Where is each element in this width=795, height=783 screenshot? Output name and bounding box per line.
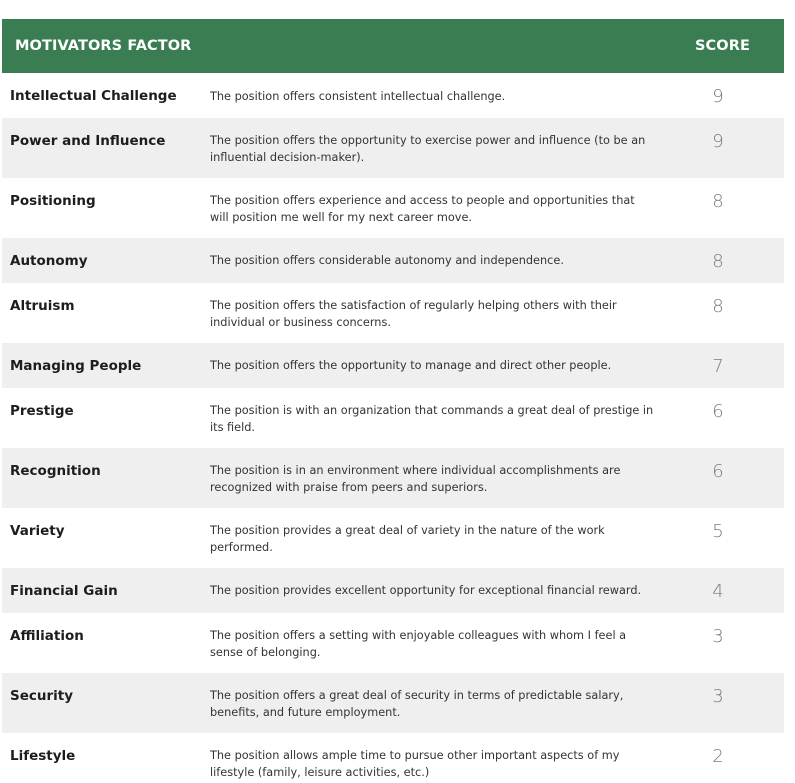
- table-header: [2, 19, 784, 73]
- factor-description: The position allows ample time to pursue other important aspects of my lifestyle (family, leisure activities, etc.): [210, 749, 620, 779]
- factor-score: 3: [712, 626, 724, 647]
- table-row: [2, 343, 784, 388]
- factor-name: Prestige: [10, 403, 74, 419]
- table-row: [2, 388, 784, 448]
- factor-description: The position provides a great deal of variety in the nature of the work performed.: [210, 524, 605, 554]
- factor-description: The position offers a great deal of security in terms of predictable salary, benefits, and future employment.: [210, 689, 624, 719]
- factor-description: The position offers the satisfaction of regularly helping others with their individual or business concerns.: [210, 299, 617, 329]
- table-row: [2, 508, 784, 568]
- factor-name: Affiliation: [10, 628, 84, 644]
- factor-score: 5: [712, 521, 724, 542]
- factor-description: The position is in an environment where individual accomplishments are recognized with praise from peers and superiors.: [210, 464, 621, 494]
- table-row: [2, 118, 784, 178]
- factor-name: Autonomy: [10, 253, 88, 269]
- table-row: [2, 568, 784, 613]
- factor-description: The position offers consistent intellectual challenge.: [210, 90, 506, 103]
- factor-name: Variety: [10, 523, 65, 539]
- factor-score: 4: [712, 581, 724, 602]
- factor-description: The position provides excellent opportunity for exceptional financial reward.: [210, 584, 642, 597]
- factor-score: 8: [712, 296, 724, 317]
- header-score-label: SCORE: [695, 38, 750, 54]
- factor-description: The position offers a setting with enjoyable colleagues with whom I feel a sense of belonging.: [210, 629, 627, 659]
- factor-description: The position offers experience and access to people and opportunities that will position me well for my next career move.: [210, 194, 635, 224]
- table-row: [2, 283, 784, 343]
- factor-description: The position offers considerable autonomy and independence.: [210, 254, 564, 267]
- factor-score: 6: [712, 401, 724, 422]
- factor-name: Intellectual Challenge: [10, 88, 177, 104]
- factor-name: Power and Influence: [10, 133, 166, 149]
- factor-name: Financial Gain: [10, 583, 118, 599]
- table-row: [2, 178, 784, 238]
- factor-description: The position is with an organization that commands a great deal of prestige in its field.: [210, 404, 654, 434]
- factor-description: The position offers the opportunity to exercise power and influence (to be an influential decision-maker).: [210, 134, 646, 164]
- table-row: [2, 448, 784, 508]
- table-row: [2, 673, 784, 733]
- factor-score: 8: [712, 251, 724, 272]
- factor-description: The position offers the opportunity to manage and direct other people.: [210, 359, 612, 372]
- factor-name: Managing People: [10, 358, 142, 374]
- factor-name: Security: [10, 688, 74, 704]
- factor-score: 7: [712, 356, 724, 377]
- table-row: [2, 733, 784, 783]
- factor-score: 9: [712, 86, 724, 107]
- header-factor-label: MOTIVATORS FACTOR: [15, 38, 192, 54]
- factor-name: Altruism: [10, 298, 75, 314]
- factor-score: 2: [712, 746, 724, 767]
- table-row: [2, 613, 784, 673]
- factor-name: Positioning: [10, 193, 96, 209]
- factor-score: 9: [712, 131, 724, 152]
- factor-score: 3: [712, 686, 724, 707]
- factor-score: 8: [712, 191, 724, 212]
- motivators-table: [2, 19, 784, 783]
- factor-name: Recognition: [10, 463, 101, 479]
- table-row: [2, 73, 784, 118]
- factor-score: 6: [712, 461, 724, 482]
- table-row: [2, 238, 784, 283]
- factor-name: Lifestyle: [10, 748, 76, 764]
